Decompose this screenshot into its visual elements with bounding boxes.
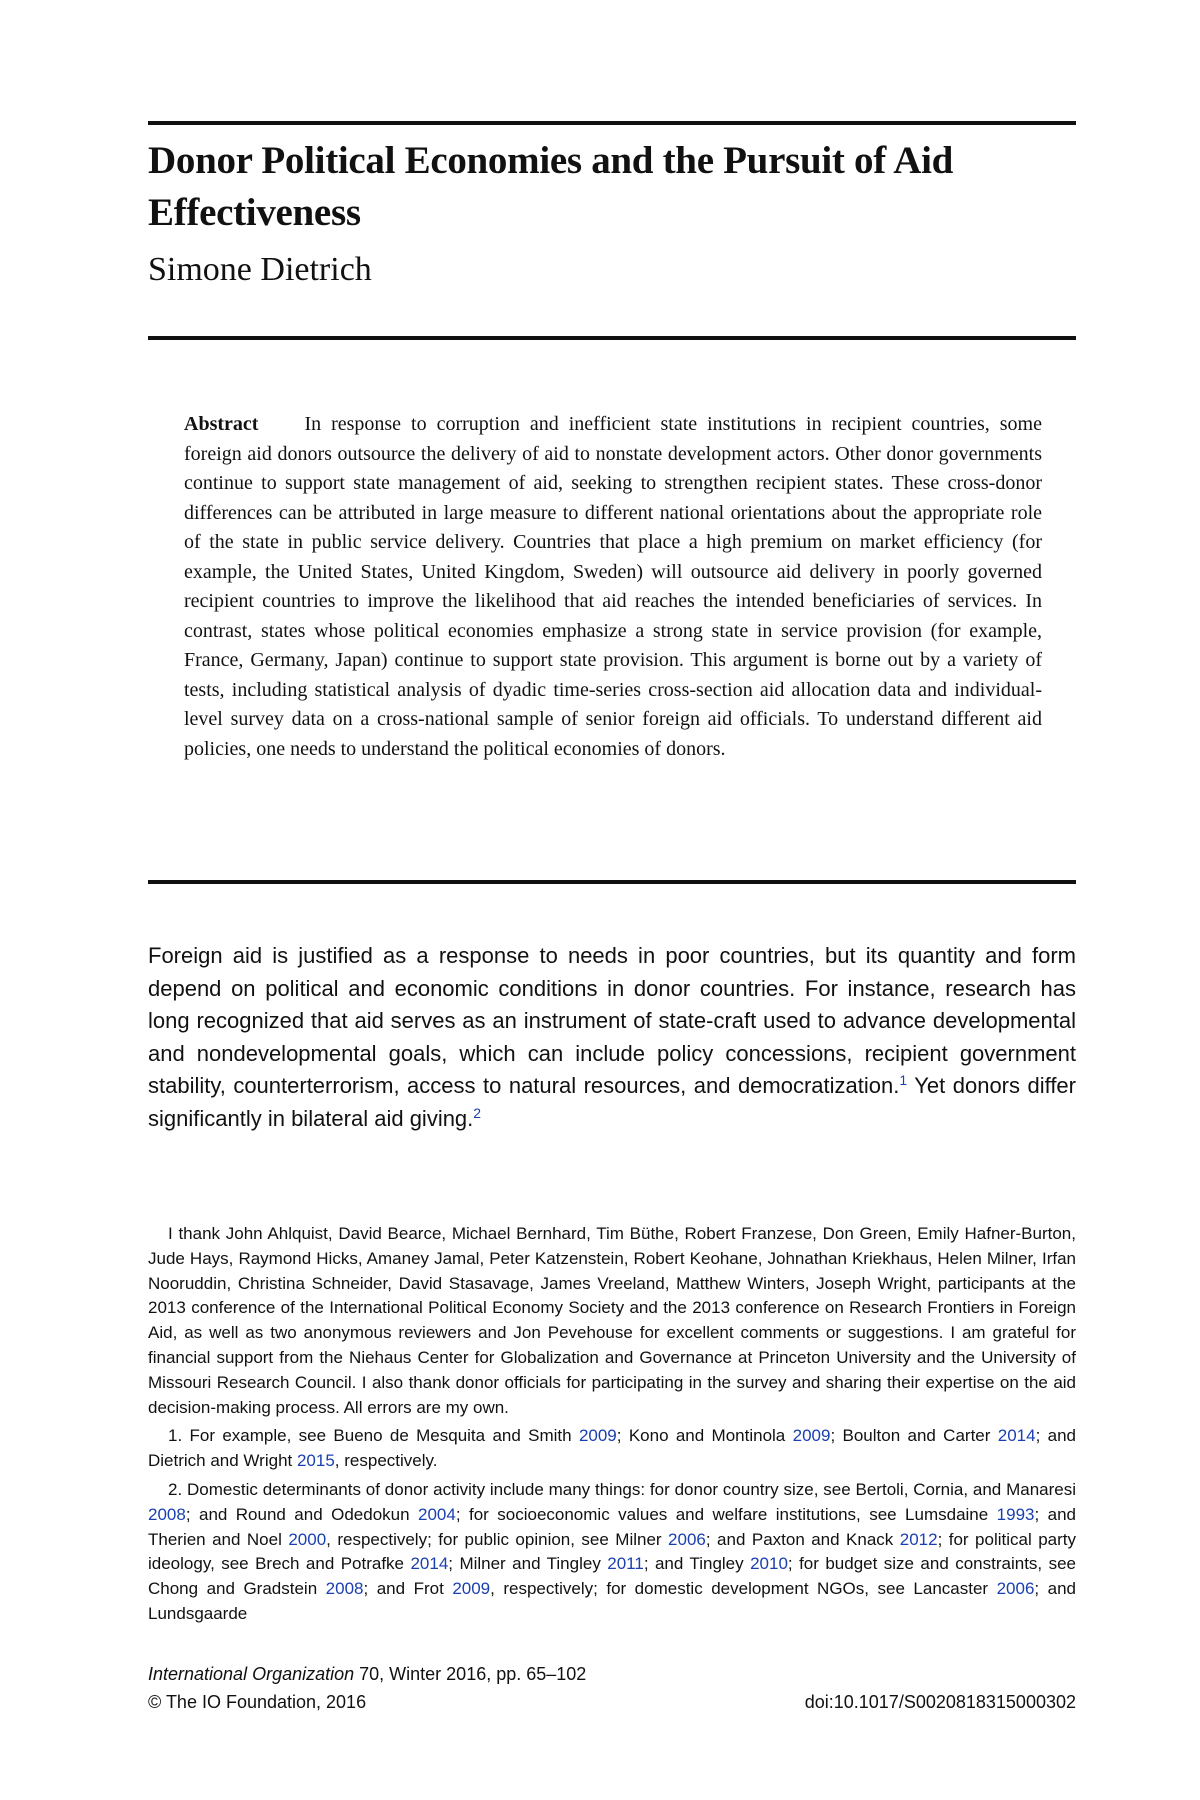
fn1-text: ; Boulton and Carter (830, 1426, 998, 1446)
acknowledgment-note: I thank John Ahlquist, David Bearce, Michael Bernhard, Tim Büthe, Robert Franzese, Don Green, Emily Hafner-Burton, Jude Hays, Raymond Hicks, Amaney Jamal, Peter Katzenstein, Robert Keohane, Johnathan Kriekhaus, Helen Milner, Irfan Nooruddin, Christina Schneider, David Stasavage, James Vreeland, Matthew Winters, Joseph Wright, participants at the 2013 conference of the International Political Economy Society and the 2013 conference on Research Frontiers in Foreign Aid, as well as two anonymous reviewers and Jon Pevehouse for excellent comments or suggestions. I am grateful for financial support from the Niehaus Center for Globalization and Governance at Princeton University and the University of Missouri Research Council. I also thank donor officials for participating in the survey and sharing their expertise on the aid decision-making process. All errors are my own. (148, 1224, 1076, 1417)
abstract-text: In response to corruption and inefficient state institutions in recipient countries, some foreign aid donors outsource the delivery of aid to nonstate development actors. Other donor governments continue to support state management of aid, seeking to strengthen recipient states. These cross-donor differences can be attributed in large measure to different national orientations about the appropriate role of the state in public service delivery. Countries that place a high premium on market efficiency (for example, the United States, United Kingdom, Sweden) will outsource aid delivery in poorly governed recipient countries to improve the likelihood that aid reaches the intended beneficiaries of services. In contrast, states whose political economies emphasize a strong state in service provision (for example, France, Germany, Japan) continue to support state provision. This argument is borne out by a variety of tests, including statistical analysis of dyadic time-series cross-section aid allocation data and individual-level survey data on a cross-national sample of senior foreign aid officials. To understand different aid policies, one needs to understand the political economies of donors. (184, 413, 1042, 760)
citation-link[interactable]: 2006 (668, 1529, 706, 1549)
footnotes (148, 1222, 1076, 1631)
doi[interactable]: doi:10.1017/S0020818315000302 (804, 1692, 1076, 1712)
body-text-a: Foreign aid is justified as a response to needs in poor countries, but its quantity and form depend on political and economic conditions in donor countries. For instance, research has long recognized that aid serves as an instrument of state-craft used to advance developmental and nondevelopmental goals, which can include policy concessions, recipient government stability, counterterrorism, access to natural resources, and democratization. (148, 943, 1076, 1098)
citation-link[interactable]: 2009 (452, 1579, 491, 1599)
fn2-text: ; for political party ideology, see Brech and Potrafke (148, 1529, 1076, 1574)
citation-link[interactable]: 2009 (792, 1426, 831, 1446)
footer-row (148, 1688, 1076, 1716)
copyright: © The IO Foundation, 2016 (148, 1692, 367, 1712)
footnote-2 (148, 1478, 1076, 1627)
abstract (184, 410, 1042, 764)
footnote-ref-2[interactable]: 2 (473, 1104, 482, 1121)
citation-link[interactable]: 2000 (288, 1529, 327, 1549)
citation-link[interactable]: 2008 (325, 1579, 364, 1599)
citation-link[interactable]: 2010 (750, 1554, 788, 1574)
fn2-text: ; and Tingley (643, 1554, 751, 1574)
fn2-text: 2. Domestic determinants of donor activity include many things: for donor country size, see Bertoli, Cornia, and Manaresi (168, 1479, 1076, 1499)
citation-link[interactable]: 2004 (418, 1504, 456, 1524)
citation-link[interactable]: 2011 (607, 1554, 644, 1574)
fn2-text: ; Milner and Tingley (448, 1554, 608, 1574)
fn2-text: ; and Lundsgaarde (148, 1579, 1076, 1623)
fn2-text: ; for budget size and constraints, see Chong and Gradstein (148, 1554, 1076, 1599)
fn2-text: ; and Therien and Noel (148, 1504, 1077, 1549)
fn2-text: ; and Round and Odedokun (185, 1504, 418, 1524)
citation-link[interactable]: 2015 (296, 1451, 335, 1471)
fn2-text: ; and Frot (363, 1579, 453, 1599)
footnote-1 (148, 1424, 1076, 1474)
citation-link[interactable]: 2014 (997, 1426, 1036, 1446)
fn2-text: , respectively; for public opinion, see Milner (326, 1529, 669, 1549)
body-paragraph (148, 940, 1076, 1135)
footnote-ref-1[interactable]: 1 (899, 1072, 908, 1088)
citation-link[interactable]: 2008 (148, 1504, 186, 1524)
journal-citation (148, 1660, 1076, 1688)
fn2-text: ; for socioeconomic values and welfare institutions, see Lumsdaine (455, 1504, 997, 1524)
page-footer (148, 1660, 1076, 1716)
abstract-label: Abstract (184, 413, 259, 435)
citation-link[interactable]: 2014 (410, 1554, 449, 1574)
fn1-text: ; Kono and Montinola (616, 1426, 793, 1446)
abstract-bottom-rule (148, 880, 1076, 884)
fn1-text: 1. For example, see Bueno de Mesquita and Smith (168, 1426, 579, 1446)
citation-link[interactable]: 2006 (996, 1579, 1035, 1599)
title-bottom-rule (148, 336, 1076, 340)
citation-link[interactable]: 1993 (996, 1504, 1035, 1524)
fn1-text: , respectively. (334, 1451, 438, 1471)
fn1-text: ; and Dietrich and Wright (148, 1426, 1076, 1471)
body-text-b: Yet donors differ significantly in bilateral aid giving. (148, 1073, 1076, 1131)
fn2-text: , respectively; for domestic development NGOs, see Lancaster (490, 1579, 997, 1599)
journal-name: International Organization (148, 1664, 355, 1684)
article-title: Donor Political Economies and the Pursuit of Aid Effectiveness (148, 139, 954, 234)
citation-link[interactable]: 2009 (578, 1426, 617, 1446)
fn2-text: ; and Paxton and Knack (705, 1529, 900, 1549)
citation-link[interactable]: 2012 (899, 1529, 938, 1549)
top-rule (148, 121, 1076, 125)
author-name: Simone Dietrich (148, 251, 372, 288)
journal-issue: 70, Winter 2016, pp. 65–102 (354, 1664, 587, 1684)
